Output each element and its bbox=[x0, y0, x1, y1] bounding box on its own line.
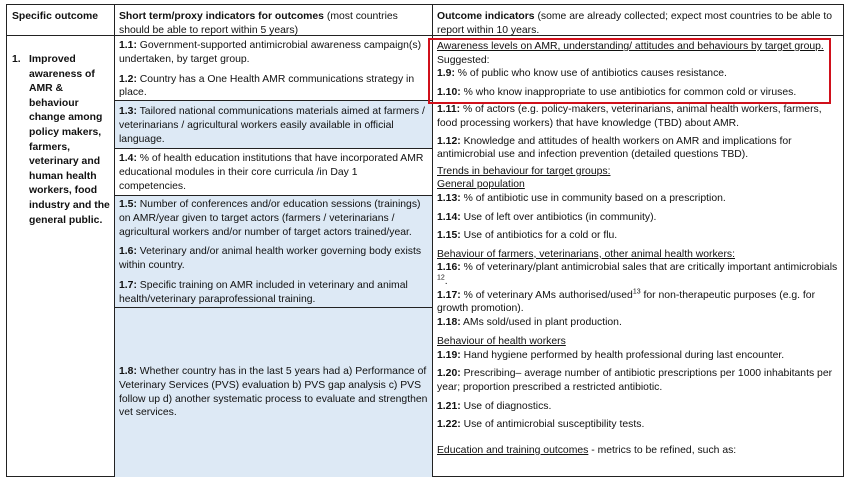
indicator-1-8: 1.8: Whether country has in the last 5 years had a) Performance of Veterinary Services (PVS) evaluation b) PVS gap analysis c) PVS follow up d) another systematic process to evaluate and strengthen vet services. bbox=[119, 366, 428, 419]
indicator-1-12: 1.12: Knowledge and attitudes of health workers on AMR and implications for antimicrobial use and infection prevention (detailed questions TBD). bbox=[437, 135, 792, 161]
header-specific-outcome: Specific outcome bbox=[12, 11, 99, 22]
indicator-1-7: 1.7: Specific training on AMR included in veterinary and animal health/veterinary paraprofessional training. bbox=[119, 279, 408, 305]
indicator-1-3: 1.3: Tailored national communications materials aimed at farmers / veterinarians / agricultural workers easily available in official language. bbox=[119, 106, 425, 145]
indicator-1-6: 1.6: Veterinary and/or animal health worker governing body exists within country. bbox=[119, 246, 422, 272]
awareness-heading: Awareness levels on AMR, understanding/ attitudes and behaviours by target group. bbox=[437, 41, 824, 52]
indicator-1-11: 1.11: % of actors (e.g. policy-makers, veterinarians, animal health workers, farmers, food processing workers) that have knowledge (TBD) about AMR. bbox=[437, 104, 822, 129]
indicator-1-18: 1.18: AMs sold/used in plant production. bbox=[437, 316, 622, 328]
indicator-1-1: 1.1: Government-supported antimicrobial awareness campaign(s) undertaken, by target group. bbox=[119, 40, 422, 65]
health-workers-heading: Behaviour of health workers bbox=[437, 336, 566, 348]
proxy-1-8 bbox=[119, 365, 429, 420]
proxy-1-3 bbox=[119, 105, 429, 146]
indicator-1-9: 1.9: % of public who know use of antibiotics causes resistance. bbox=[437, 68, 727, 80]
indicator-1-4: 1.4: % of health education institutions that have incorporated AMR educational modules in their core curricula /in Day 1 competencies. bbox=[119, 153, 424, 192]
highlight-box bbox=[428, 38, 831, 104]
indicator-1-5: 1.5: Number of conferences and/or education sessions (trainings) on AMR/year given to target actors (farmers / veterinarians / agricultural workers and/or number of target actors trained/year. bbox=[119, 199, 421, 238]
indicator-1-20: 1.20: Prescribing– average number of antibiotic prescriptions per 1000 inhabitants per year; proportion prescribed a restricted antibiotic. bbox=[437, 368, 833, 394]
proxy-1-1-1-2 bbox=[119, 39, 427, 100]
indicator-1-17: 1.17: % of veterinary AMs authorised/used$^{13}$ for non-therapeutic purposes (e.g. for growth promotion). bbox=[437, 288, 816, 315]
header-outcome-indicators: Outcome indicators (some are already collected; expect most countries to be able to report within 10 years. bbox=[437, 11, 833, 36]
trends-heading: Trends in behaviour for target groups: bbox=[437, 165, 611, 177]
proxy-1-4 bbox=[119, 152, 427, 193]
header-short-term-indicators: Short term/proxy indicators for outcomes (most countries should be able to report within 5 years) bbox=[119, 11, 398, 36]
outcome-text: Improved awareness of AMR & behaviour change among policy makers, farmers, veterinary and human health workers, food industry and the general public. bbox=[29, 54, 110, 226]
outcome-number: 1. bbox=[12, 54, 21, 65]
indicator-1-10: 1.10: % who know inappropriate to use antibiotics for common cold or viruses. bbox=[437, 86, 797, 98]
indicator-1-14: 1.14: Use of left over antibiotics (in community). bbox=[437, 211, 657, 223]
indicator-1-21: 1.21: Use of diagnostics. bbox=[437, 400, 552, 412]
proxy-1-5-1-7 bbox=[119, 198, 429, 307]
indicator-1-22: 1.22: Use of antimicrobial susceptibility tests. bbox=[437, 419, 645, 431]
farmers-heading: Behaviour of farmers, veterinarians, other animal health workers: bbox=[437, 248, 736, 260]
indicator-table bbox=[6, 4, 844, 477]
indicator-1-16: 1.16: % of veterinary/plant antimicrobial sales that are critically important antimicrobials $^{12}$. bbox=[437, 262, 838, 287]
education-heading: Education and training outcomes - metrics to be refined, such as: bbox=[437, 444, 737, 456]
indicator-1-2: 1.2: Country has a One Health AMR communications strategy in place. bbox=[119, 73, 415, 99]
specific-outcome bbox=[12, 53, 112, 228]
indicator-1-15: 1.15: Use of antibiotics for a cold or flu. bbox=[437, 230, 618, 242]
general-population-heading: General population bbox=[437, 179, 525, 191]
indicator-1-13: 1.13: % of antibiotic use in community based on a prescription. bbox=[437, 192, 726, 204]
suggested-label: Suggested: bbox=[437, 54, 490, 66]
indicator-1-19: 1.19: Hand hygiene performed by health professional during last encounter. bbox=[437, 349, 785, 361]
